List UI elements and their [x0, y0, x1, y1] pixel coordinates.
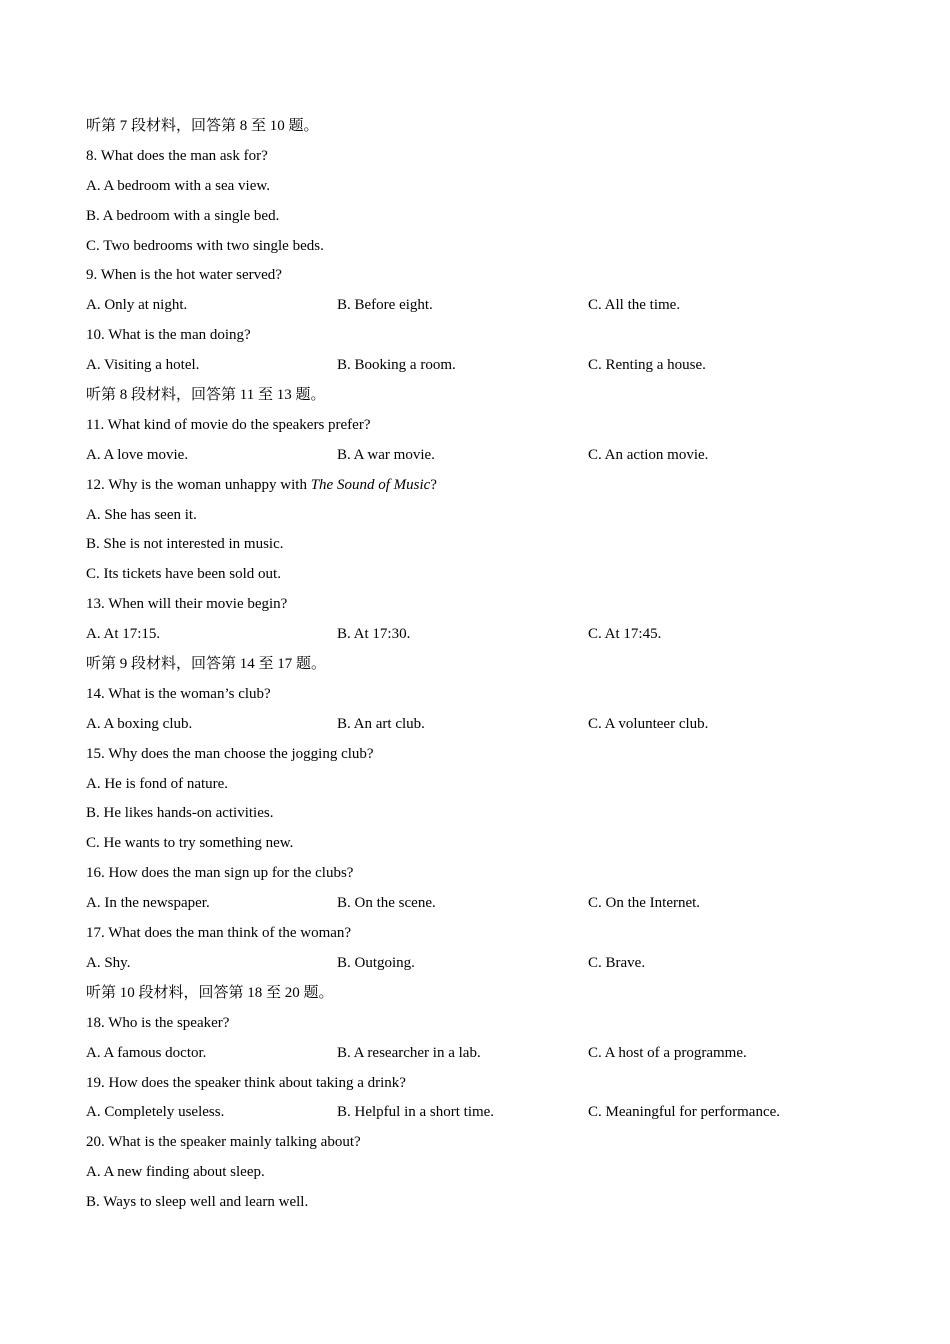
question-text: 18. Who is the speaker?	[86, 1014, 230, 1031]
answer-option: C. An action movie.	[588, 446, 709, 463]
question-text: 10. What is the man doing?	[86, 327, 251, 344]
options-row	[86, 441, 886, 471]
answer-option: B. He likes hands-on activities.	[86, 805, 274, 822]
options-row	[86, 620, 886, 650]
question-text: 12. Why is the woman unhappy with	[86, 476, 311, 493]
section-header: 听第 7 段材料，回答第 8 至 10 题。	[86, 118, 319, 134]
options-row	[86, 1098, 886, 1128]
question-stem	[86, 590, 886, 620]
answer-option: B. At 17:30.	[337, 626, 411, 643]
answer-option: C. Two bedrooms with two single beds.	[86, 237, 324, 254]
answer-option: C. All the time.	[588, 297, 681, 314]
answer-option: C. A volunteer club.	[588, 715, 709, 732]
question-stem	[86, 261, 886, 291]
options-row	[86, 949, 886, 979]
answer-option: B. She is not interested in music.	[86, 536, 284, 553]
answer-option: C. Meaningful for performance.	[588, 1104, 781, 1121]
question-stem	[86, 1128, 886, 1158]
question-text: 16. How does the man sign up for the clubs?	[86, 865, 354, 882]
answer-option: A. A new finding about sleep.	[86, 1164, 265, 1181]
question-text: 17. What does the man think of the woman?	[86, 925, 352, 942]
question-stem	[86, 411, 886, 441]
question-stem	[86, 919, 886, 949]
answer-option: B. An art club.	[337, 715, 425, 732]
question-title-italic: The Sound of Music	[310, 476, 431, 493]
question-text: 15. Why does the man choose the jogging club?	[86, 745, 374, 762]
answer-option: C. Renting a house.	[588, 357, 706, 374]
question-stem	[86, 680, 886, 710]
question-text: 11. What kind of movie do the speakers prefer?	[86, 416, 371, 433]
answer-option: A. She has seen it.	[86, 506, 197, 523]
section-header: 听第 10 段材料，回答第 18 至 20 题。	[86, 984, 334, 1001]
answer-option: B. Outgoing.	[337, 954, 415, 971]
answer-option: B. Booking a room.	[337, 357, 456, 374]
answer-option: A. A famous doctor.	[86, 1044, 207, 1061]
answer-option: A. At 17:15.	[86, 626, 161, 643]
answer-option: C. On the Internet.	[588, 895, 701, 912]
answer-option: B. Ways to sleep well and learn well.	[86, 1194, 309, 1211]
answer-option: C. A host of a programme.	[588, 1044, 747, 1061]
question-stem	[86, 740, 886, 770]
options-row	[86, 351, 886, 381]
answer-option: B. On the scene.	[337, 895, 436, 912]
options-row	[86, 291, 886, 321]
exam-page	[86, 112, 886, 1218]
answer-option: C. Brave.	[588, 954, 646, 971]
answer-option: A. Shy.	[86, 954, 131, 971]
question-text: 9. When is the hot water served?	[86, 267, 282, 284]
question-stem	[86, 1069, 886, 1099]
question-text: 8. What does the man ask for?	[86, 147, 268, 164]
answer-option: A. A love movie.	[86, 446, 189, 463]
question-stem	[86, 1009, 886, 1039]
question-text: 20. What is the speaker mainly talking about?	[86, 1134, 361, 1151]
question-stem	[86, 859, 886, 889]
answer-option: A. A bedroom with a sea view.	[86, 177, 270, 194]
answer-option: A. In the newspaper.	[86, 895, 210, 912]
options-row	[86, 889, 886, 919]
answer-option: C. Its tickets have been sold out.	[86, 566, 281, 583]
question-stem	[86, 142, 886, 172]
question-text-end: ?	[430, 476, 437, 493]
options-row	[86, 1039, 886, 1069]
answer-option: B. A researcher in a lab.	[337, 1044, 481, 1061]
answer-option: A. He is fond of nature.	[86, 775, 229, 792]
answer-option: C. At 17:45.	[588, 626, 662, 643]
answer-option: A. A boxing club.	[86, 715, 193, 732]
answer-option: C. He wants to try something new.	[86, 835, 294, 852]
question-stem	[86, 471, 886, 501]
question-text: 14. What is the woman’s club?	[86, 685, 271, 702]
answer-option: B. Helpful in a short time.	[337, 1104, 495, 1121]
answer-option: A. Completely useless.	[86, 1104, 225, 1121]
question-stem	[86, 321, 886, 351]
answer-option: B. A bedroom with a single bed.	[86, 207, 280, 224]
answer-option: B. Before eight.	[337, 297, 433, 314]
question-text: 13. When will their movie begin?	[86, 596, 288, 613]
options-row	[86, 710, 886, 740]
answer-option: A. Only at night.	[86, 297, 188, 314]
section-header: 听第 9 段材料，回答第 14 至 17 题。	[86, 656, 327, 673]
answer-option: B. A war movie.	[337, 446, 435, 463]
answer-option: A. Visiting a hotel.	[86, 357, 200, 374]
question-text: 19. How does the speaker think about taking a drink?	[86, 1074, 406, 1091]
section-header: 听第 8 段材料，回答第 11 至 13 题。	[86, 387, 326, 404]
